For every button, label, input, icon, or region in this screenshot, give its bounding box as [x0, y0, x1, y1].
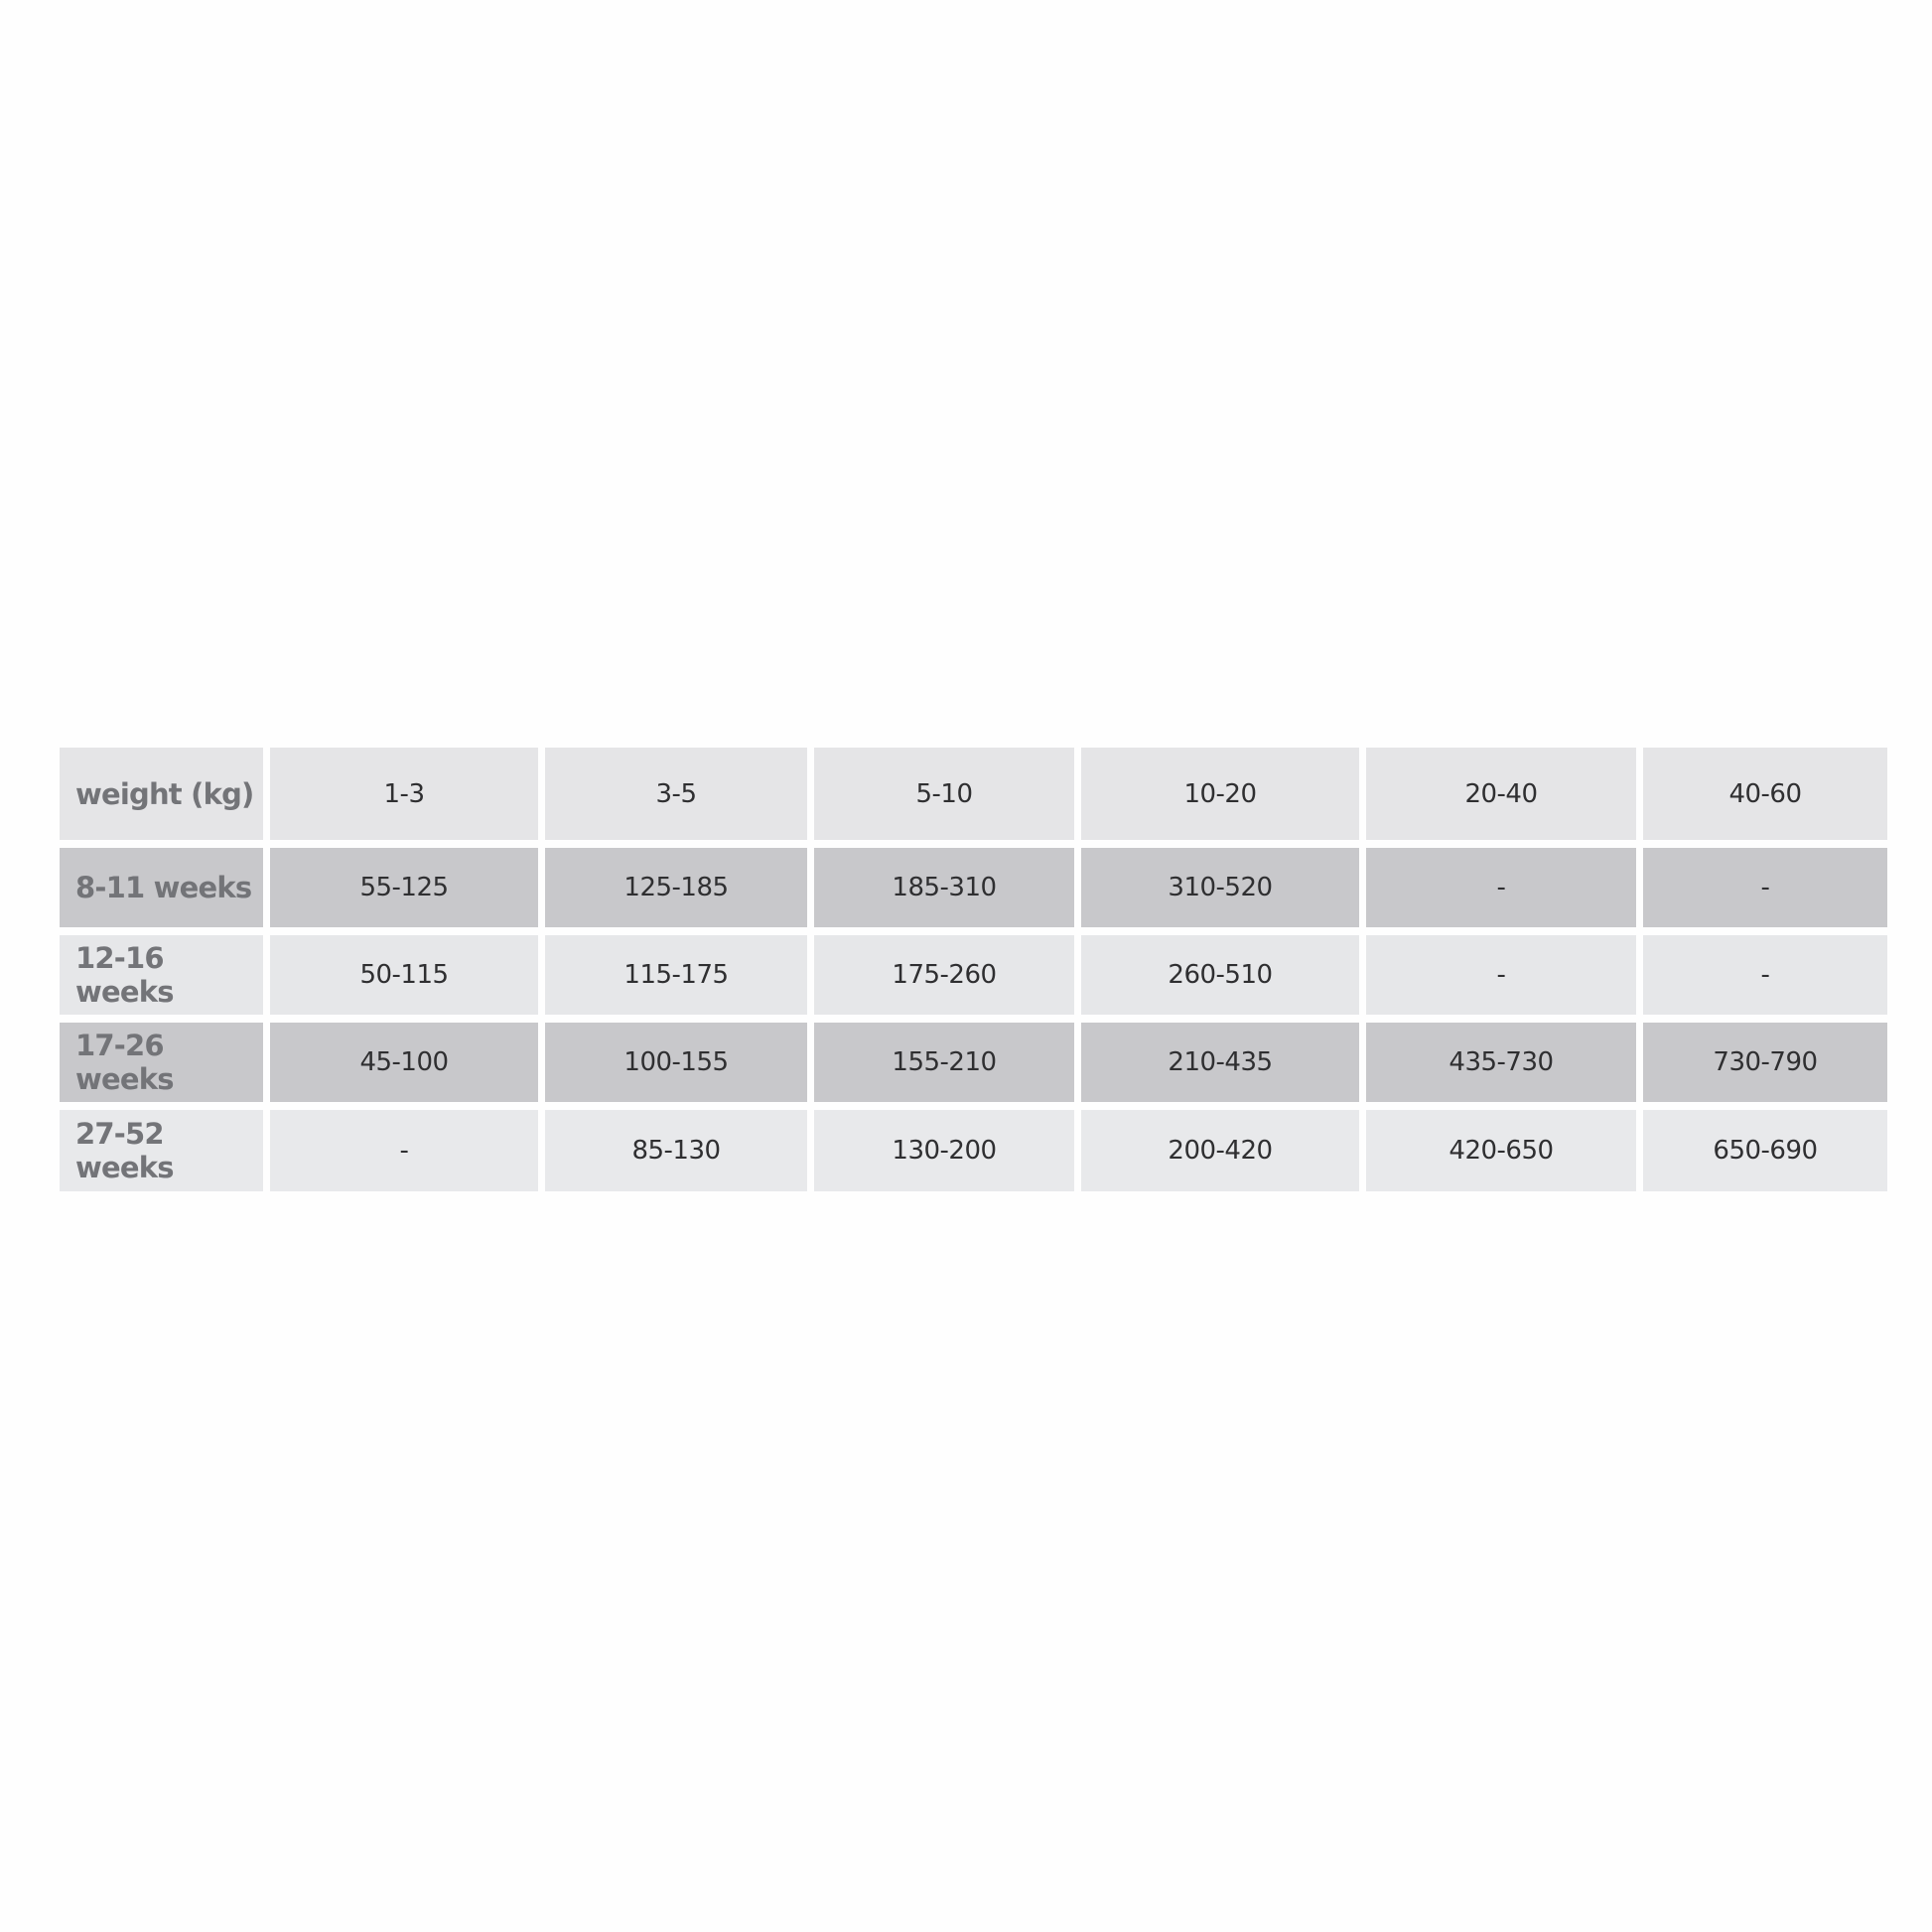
table-cell: 100-155: [545, 1023, 807, 1102]
table-row: [60, 1110, 1887, 1191]
table-cell: 130-200: [814, 1110, 1074, 1191]
feeding-table: [53, 740, 1894, 1199]
table-cell: 175-260: [814, 935, 1074, 1015]
table-cell: -: [1643, 848, 1887, 927]
table-cell: 310-520: [1081, 848, 1359, 927]
age-row-label: 12-16 weeks: [60, 935, 263, 1015]
age-row-label: 8-11 weeks: [60, 848, 263, 927]
weight-column-header: 3-5: [545, 748, 807, 840]
table-cell: 260-510: [1081, 935, 1359, 1015]
weight-column-header: 5-10: [814, 748, 1074, 840]
table-cell: 50-115: [270, 935, 538, 1015]
age-row-label: 17-26 weeks: [60, 1023, 263, 1102]
table-row: [60, 935, 1887, 1015]
table-cell: 155-210: [814, 1023, 1074, 1102]
table-cell: -: [1366, 848, 1636, 927]
table-cell: -: [1366, 935, 1636, 1015]
table-cell: 200-420: [1081, 1110, 1359, 1191]
table-cell: 730-790: [1643, 1023, 1887, 1102]
table-cell: 85-130: [545, 1110, 807, 1191]
age-row-label: 27-52 weeks: [60, 1110, 263, 1191]
table-cell: -: [1643, 935, 1887, 1015]
table-cell: 125-185: [545, 848, 807, 927]
table-cell: 435-730: [1366, 1023, 1636, 1102]
weight-column-header: 1-3: [270, 748, 538, 840]
table-cell: 420-650: [1366, 1110, 1636, 1191]
table-cell: 210-435: [1081, 1023, 1359, 1102]
weight-column-header: 10-20: [1081, 748, 1359, 840]
table-cell: 650-690: [1643, 1110, 1887, 1191]
table-row: [60, 848, 1887, 927]
header-row: [60, 748, 1887, 840]
table-cell: 55-125: [270, 848, 538, 927]
weight-header-label: weight (kg): [60, 748, 263, 840]
weight-column-header: 20-40: [1366, 748, 1636, 840]
table-cell: 115-175: [545, 935, 807, 1015]
table-cell: 185-310: [814, 848, 1074, 927]
weight-column-header: 40-60: [1643, 748, 1887, 840]
table-cell: -: [270, 1110, 538, 1191]
table-cell: 45-100: [270, 1023, 538, 1102]
table-row: [60, 1023, 1887, 1102]
